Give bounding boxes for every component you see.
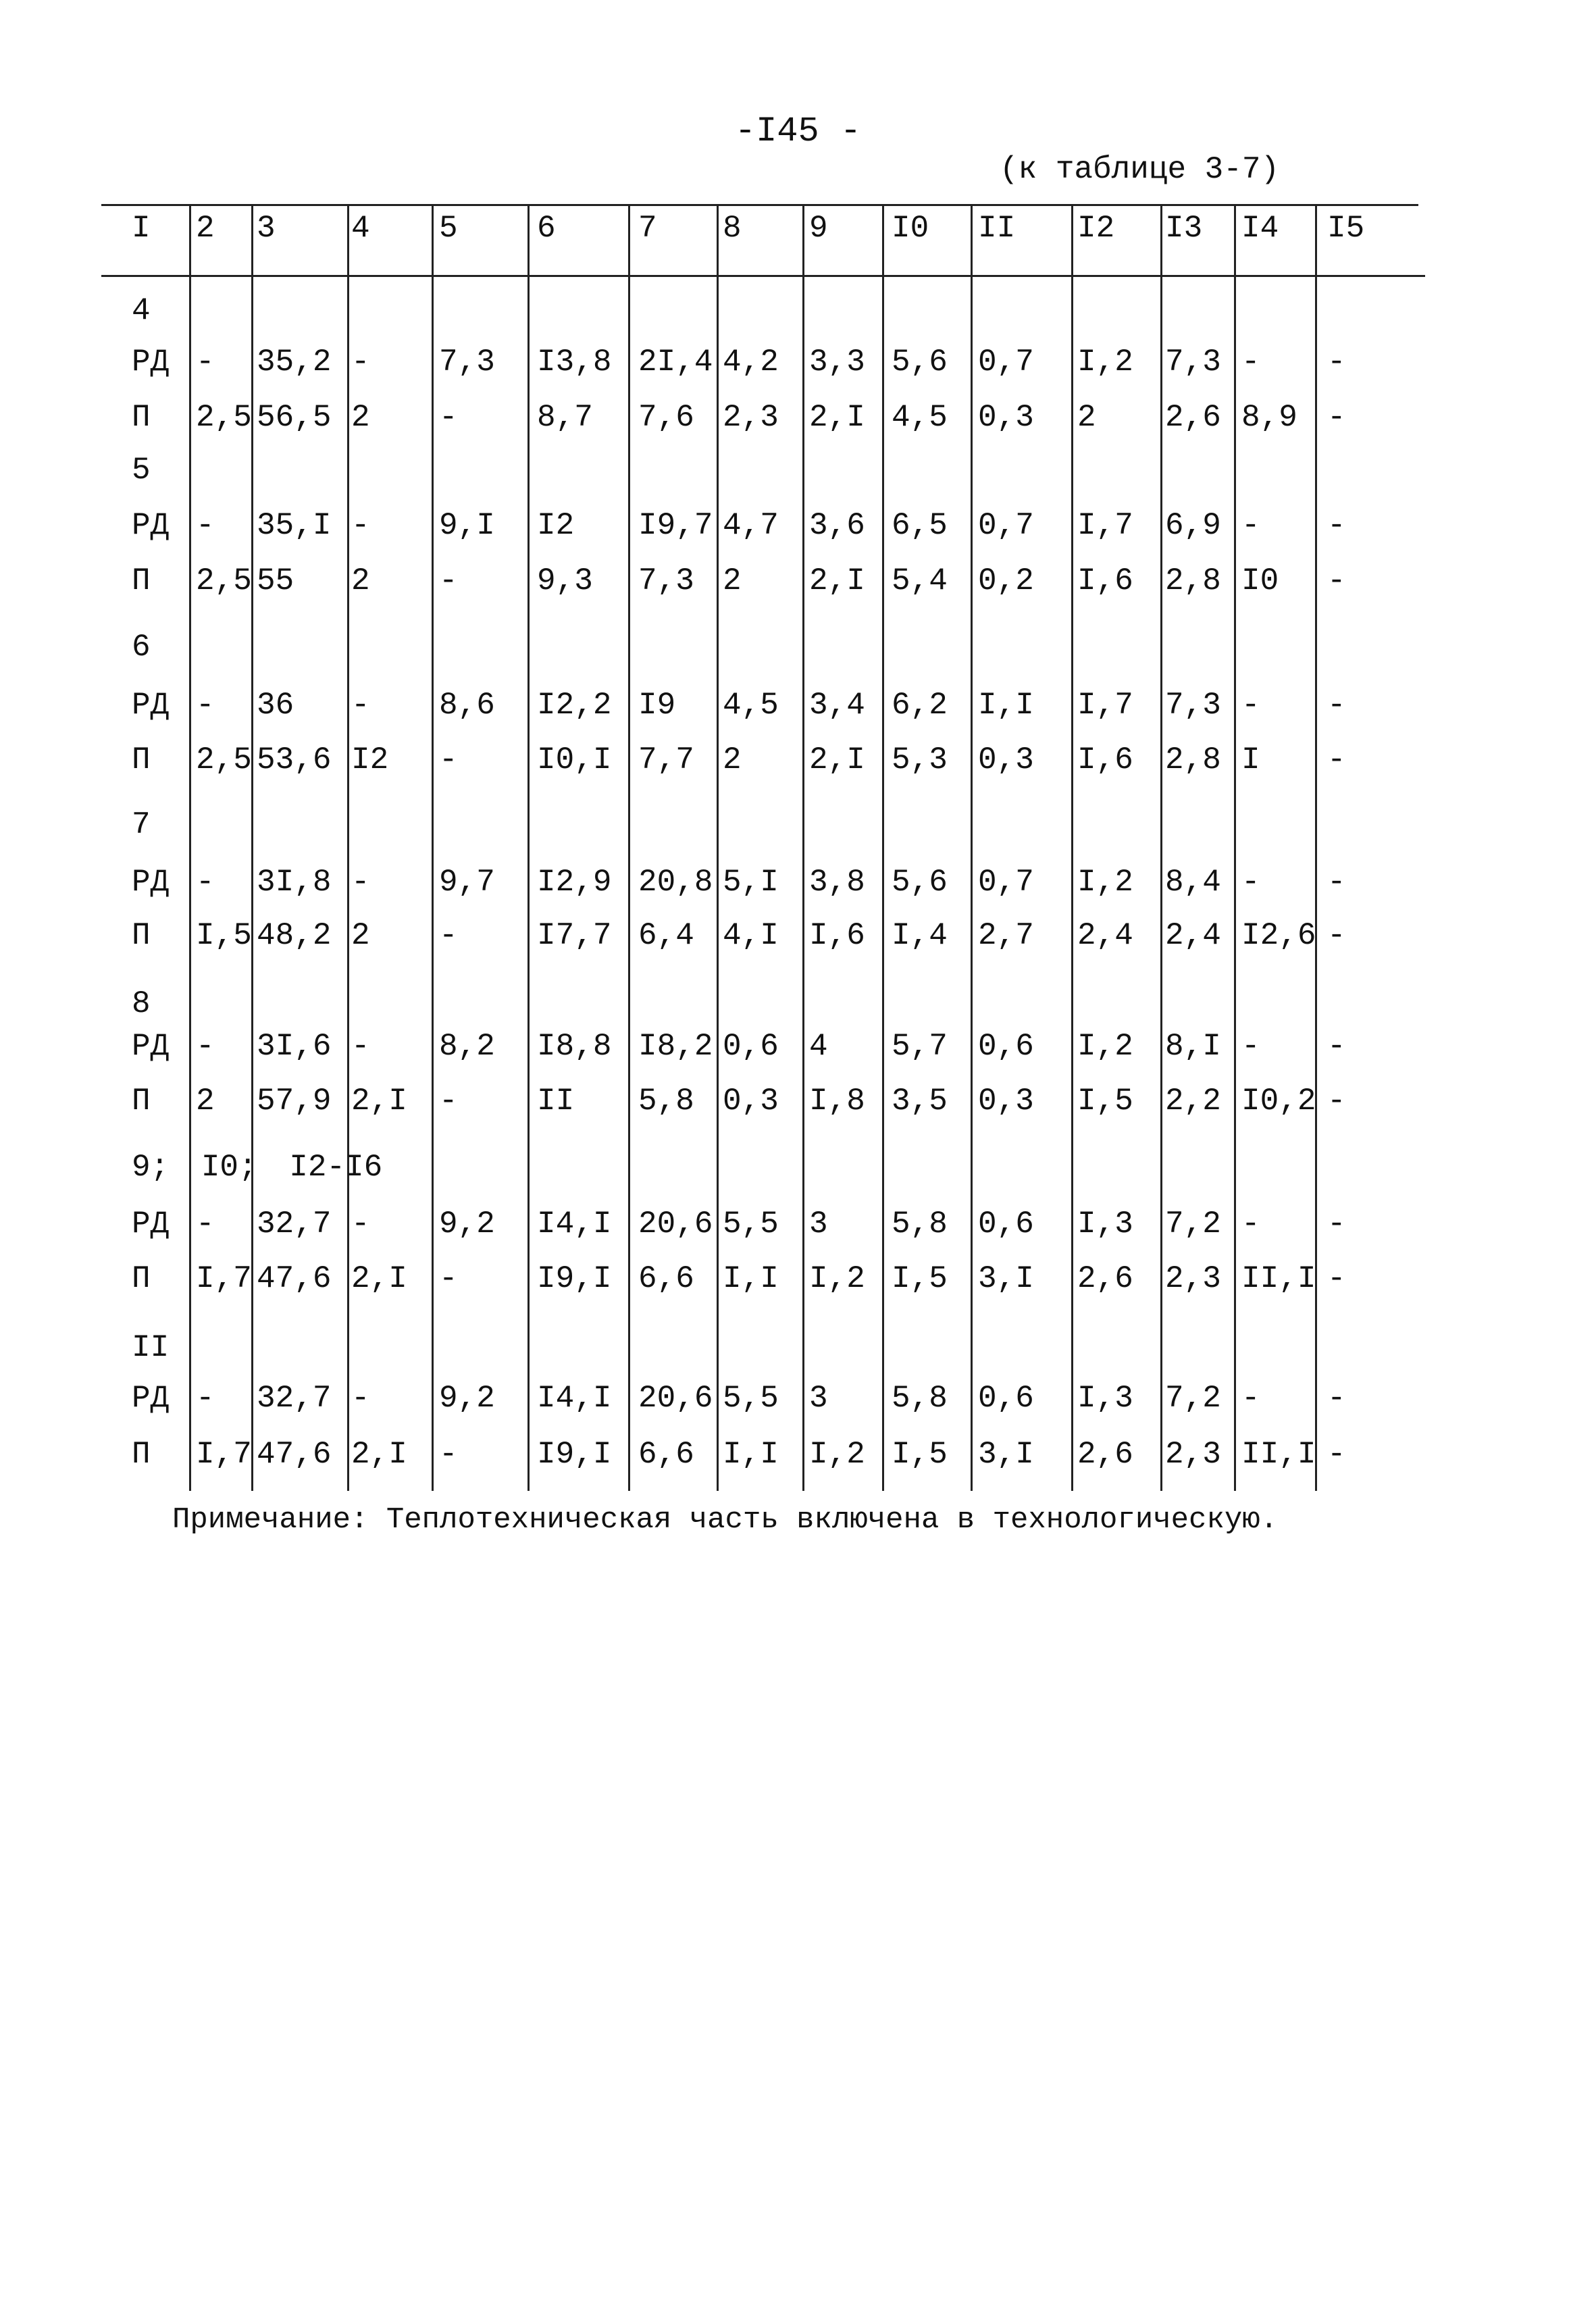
table-cell: I,I bbox=[723, 1437, 779, 1472]
table-cell: 3I,6 bbox=[257, 1029, 332, 1064]
table-cell: I9 bbox=[638, 688, 676, 723]
row-type-label: РД bbox=[132, 1206, 170, 1242]
table-cell: I4,I bbox=[537, 1206, 612, 1242]
column-divider bbox=[251, 204, 253, 1491]
table-cell: 2 bbox=[1077, 400, 1096, 435]
table-cell: - bbox=[1241, 1206, 1260, 1242]
table-cell: 2,I bbox=[809, 742, 865, 778]
table-cell: 2 bbox=[351, 563, 370, 599]
table-cell: - bbox=[351, 688, 370, 723]
table-cell: 2,I bbox=[351, 1084, 407, 1119]
table-cell: I bbox=[1241, 742, 1260, 778]
row-type-label: РД bbox=[132, 508, 170, 543]
column-divider bbox=[971, 204, 973, 1491]
row-type-label: П bbox=[132, 1437, 151, 1472]
table-cell: I2,2 bbox=[537, 688, 612, 723]
table-cell: 9,2 bbox=[439, 1381, 495, 1416]
table-cell: - bbox=[1241, 1029, 1260, 1064]
column-header: 5 bbox=[439, 211, 458, 246]
group-label: 7 bbox=[132, 807, 151, 842]
table-cell: I,4 bbox=[892, 918, 948, 953]
table-cell: I,5 bbox=[1077, 1084, 1133, 1119]
table-cell: - bbox=[1327, 865, 1346, 900]
table-cell: 6,9 bbox=[1165, 508, 1221, 543]
column-header: I3 bbox=[1165, 211, 1203, 246]
header-bottom-rule bbox=[101, 275, 1425, 277]
column-header: II bbox=[978, 211, 1016, 246]
column-header: I4 bbox=[1241, 211, 1279, 246]
table-cell: - bbox=[351, 865, 370, 900]
table-cell: 3I,8 bbox=[257, 865, 332, 900]
table-cell: 0,6 bbox=[723, 1029, 779, 1064]
row-type-label: П bbox=[132, 563, 151, 599]
table-cell: 4,2 bbox=[723, 345, 779, 380]
table-cell: I,I bbox=[723, 1261, 779, 1296]
column-header: 7 bbox=[638, 211, 657, 246]
row-type-label: РД bbox=[132, 1029, 170, 1064]
table-cell: - bbox=[1327, 1261, 1346, 1296]
table-cell: - bbox=[439, 563, 458, 599]
table-cell: 4,7 bbox=[723, 508, 779, 543]
table-cell: 2,I bbox=[351, 1437, 407, 1472]
table-cell: I,2 bbox=[809, 1437, 865, 1472]
table-cell: I,6 bbox=[1077, 563, 1133, 599]
column-header: 2 bbox=[196, 211, 215, 246]
table-cell: I7,7 bbox=[537, 918, 612, 953]
column-divider bbox=[628, 204, 630, 1491]
table-cell: 7,3 bbox=[1165, 688, 1221, 723]
table-cell: I2,6 bbox=[1241, 918, 1316, 953]
group-label: 4 bbox=[132, 293, 151, 328]
table-cell: - bbox=[439, 400, 458, 435]
table-cell: - bbox=[196, 1381, 215, 1416]
table-cell: - bbox=[1327, 742, 1346, 778]
table-cell: 55 bbox=[257, 563, 294, 599]
table-cell: 2,4 bbox=[1077, 918, 1133, 953]
column-divider bbox=[717, 204, 719, 1491]
table-cell: - bbox=[1241, 865, 1260, 900]
table-cell: 5,6 bbox=[892, 345, 948, 380]
table-cell: 4,I bbox=[723, 918, 779, 953]
table-cell: I8,2 bbox=[638, 1029, 713, 1064]
table-cell: 2,4 bbox=[1165, 918, 1221, 953]
table-cell: - bbox=[1327, 688, 1346, 723]
row-type-label: РД bbox=[132, 688, 170, 723]
table-cell: 47,6 bbox=[257, 1437, 332, 1472]
table-cell: 7,3 bbox=[439, 345, 495, 380]
table-cell: 0,6 bbox=[978, 1381, 1034, 1416]
column-header: 3 bbox=[257, 211, 276, 246]
table-cell: II,I bbox=[1241, 1261, 1316, 1296]
table-cell: 35,I bbox=[257, 508, 332, 543]
table-cell: - bbox=[439, 1261, 458, 1296]
column-header: 6 bbox=[537, 211, 556, 246]
table-cell: 47,6 bbox=[257, 1261, 332, 1296]
table-cell: 4,5 bbox=[723, 688, 779, 723]
column-divider bbox=[1160, 204, 1162, 1491]
table-cell: 8,7 bbox=[537, 400, 593, 435]
table-cell: I,8 bbox=[809, 1084, 865, 1119]
table-cell: 8,6 bbox=[439, 688, 495, 723]
table-cell: - bbox=[351, 508, 370, 543]
table-cell: - bbox=[1327, 508, 1346, 543]
table-top-rule bbox=[101, 204, 1418, 206]
table-cell: 2,6 bbox=[1077, 1261, 1133, 1296]
row-type-label: РД bbox=[132, 1381, 170, 1416]
table-cell: - bbox=[1327, 1437, 1346, 1472]
table-cell: 2,8 bbox=[1165, 742, 1221, 778]
row-type-label: П bbox=[132, 742, 151, 778]
table-cell: - bbox=[1327, 400, 1346, 435]
table-cell: I3,8 bbox=[537, 345, 612, 380]
group-label: II bbox=[132, 1330, 170, 1365]
table-cell: I,3 bbox=[1077, 1381, 1133, 1416]
table-cell: 2,3 bbox=[1165, 1437, 1221, 1472]
column-header: I0 bbox=[892, 211, 929, 246]
table-cell: II bbox=[537, 1084, 575, 1119]
table-cell: 3 bbox=[809, 1206, 828, 1242]
table-cell: I,6 bbox=[1077, 742, 1133, 778]
table-cell: - bbox=[351, 1381, 370, 1416]
table-cell: 3,4 bbox=[809, 688, 865, 723]
table-cell: 2 bbox=[196, 1084, 215, 1119]
table-cell: 0,7 bbox=[978, 345, 1034, 380]
table-cell: 0,6 bbox=[978, 1029, 1034, 1064]
group-label: 8 bbox=[132, 986, 151, 1021]
table-cell: - bbox=[196, 508, 215, 543]
table-cell: 5,3 bbox=[892, 742, 948, 778]
table-cell: I2 bbox=[351, 742, 389, 778]
row-type-label: П bbox=[132, 400, 151, 435]
table-cell: 7,2 bbox=[1165, 1381, 1221, 1416]
table-cell: 3,5 bbox=[892, 1084, 948, 1119]
table-cell: I9,7 bbox=[638, 508, 713, 543]
table-cell: 20,8 bbox=[638, 865, 713, 900]
table-cell: 5,4 bbox=[892, 563, 948, 599]
table-cell: 5,7 bbox=[892, 1029, 948, 1064]
table-cell: 2 bbox=[723, 742, 742, 778]
column-divider bbox=[189, 204, 191, 1491]
table-cell: 0,3 bbox=[978, 1084, 1034, 1119]
table-cell: - bbox=[1241, 1381, 1260, 1416]
table-cell: 9,7 bbox=[439, 865, 495, 900]
table-cell: I,2 bbox=[1077, 865, 1133, 900]
table-cell: 6,4 bbox=[638, 918, 694, 953]
table-cell: 2,2 bbox=[1165, 1084, 1221, 1119]
column-header: 8 bbox=[723, 211, 742, 246]
table-cell: 5,5 bbox=[723, 1381, 779, 1416]
table-cell: I,3 bbox=[1077, 1206, 1133, 1242]
table-cell: 57,9 bbox=[257, 1084, 332, 1119]
column-divider bbox=[802, 204, 804, 1491]
table-cell: - bbox=[351, 1206, 370, 1242]
table-cell: II,I bbox=[1241, 1437, 1316, 1472]
table-cell: - bbox=[351, 1029, 370, 1064]
table-cell: 3 bbox=[809, 1381, 828, 1416]
column-divider bbox=[1071, 204, 1073, 1491]
table-cell: I0,I bbox=[537, 742, 612, 778]
table-cell: - bbox=[1327, 1084, 1346, 1119]
table-cell: I0 bbox=[1241, 563, 1279, 599]
table-cell: 3,I bbox=[978, 1437, 1034, 1472]
table-cell: 48,2 bbox=[257, 918, 332, 953]
table-cell: 7,3 bbox=[1165, 345, 1221, 380]
table-cell: - bbox=[196, 1029, 215, 1064]
table-cell: 5,6 bbox=[892, 865, 948, 900]
table-cell: 3,3 bbox=[809, 345, 865, 380]
table-cell: 56,5 bbox=[257, 400, 332, 435]
table-cell: I,2 bbox=[809, 1261, 865, 1296]
table-cell: 2,I bbox=[351, 1261, 407, 1296]
table-cell: - bbox=[1327, 1029, 1346, 1064]
table-cell: - bbox=[196, 1206, 215, 1242]
table-cell: 35,2 bbox=[257, 345, 332, 380]
table-cell: I2,9 bbox=[537, 865, 612, 900]
group-label: 5 bbox=[132, 453, 151, 488]
column-divider bbox=[347, 204, 349, 1491]
table-cell: 9,2 bbox=[439, 1206, 495, 1242]
column-divider bbox=[882, 204, 884, 1491]
table-cell: 5,I bbox=[723, 865, 779, 900]
table-cell: 0,3 bbox=[978, 742, 1034, 778]
table-cell: 0,3 bbox=[723, 1084, 779, 1119]
table-cell: I9,I bbox=[537, 1261, 612, 1296]
table-cell: - bbox=[196, 865, 215, 900]
table-cell: 9,I bbox=[439, 508, 495, 543]
table-cell: I,7 bbox=[1077, 508, 1133, 543]
table-cell: 5,5 bbox=[723, 1206, 779, 1242]
row-type-label: РД bbox=[132, 345, 170, 380]
table-cell: I,7 bbox=[196, 1261, 252, 1296]
table-cell: - bbox=[1327, 345, 1346, 380]
table-cell: I,2 bbox=[1077, 345, 1133, 380]
table-cell: 2,6 bbox=[1077, 1437, 1133, 1472]
table-cell: - bbox=[1327, 1206, 1346, 1242]
table-cell: 0,6 bbox=[978, 1206, 1034, 1242]
row-type-label: П bbox=[132, 918, 151, 953]
table-cell: - bbox=[439, 742, 458, 778]
table-cell: 53,6 bbox=[257, 742, 332, 778]
table-cell: 6,5 bbox=[892, 508, 948, 543]
table-cell: 0,2 bbox=[978, 563, 1034, 599]
table-cell: I,I bbox=[978, 688, 1034, 723]
column-divider bbox=[527, 204, 530, 1491]
table-note: Примечание: Теплотехническая часть включена в технологическую. bbox=[172, 1503, 1279, 1537]
row-type-label: РД bbox=[132, 865, 170, 900]
table-cell: - bbox=[196, 688, 215, 723]
table-cell: I,7 bbox=[196, 1437, 252, 1472]
table-cell: - bbox=[439, 1084, 458, 1119]
table-cell: 7,3 bbox=[638, 563, 694, 599]
table-cell: 6,6 bbox=[638, 1261, 694, 1296]
table-cell: 3,6 bbox=[809, 508, 865, 543]
table-cell: - bbox=[1241, 688, 1260, 723]
table-cell: 0,7 bbox=[978, 508, 1034, 543]
table-cell: 2,I bbox=[809, 563, 865, 599]
table-cell: 36 bbox=[257, 688, 294, 723]
table-cell: I,6 bbox=[809, 918, 865, 953]
table-cell: 2 bbox=[723, 563, 742, 599]
column-header: 9 bbox=[809, 211, 828, 246]
table-cell: I,5 bbox=[892, 1261, 948, 1296]
table-cell: 20,6 bbox=[638, 1206, 713, 1242]
table-cell: - bbox=[1327, 1381, 1346, 1416]
table-cell: - bbox=[1241, 345, 1260, 380]
table-cell: 8,2 bbox=[439, 1029, 495, 1064]
table-cell: 2,8 bbox=[1165, 563, 1221, 599]
table-cell: 2,3 bbox=[1165, 1261, 1221, 1296]
column-divider bbox=[1315, 204, 1317, 1491]
table-cell: I,5 bbox=[196, 918, 252, 953]
table-cell: 7,6 bbox=[638, 400, 694, 435]
table-cell: 2 bbox=[351, 918, 370, 953]
table-cell: 0,7 bbox=[978, 865, 1034, 900]
row-type-label: П bbox=[132, 1084, 151, 1119]
table-cell: I8,8 bbox=[537, 1029, 612, 1064]
table-cell: 2,5 bbox=[196, 563, 252, 599]
table-cell: 2,I bbox=[809, 400, 865, 435]
table-cell: 5,8 bbox=[892, 1381, 948, 1416]
table-cell: - bbox=[439, 1437, 458, 1472]
table-reference: (к таблице 3-7) bbox=[1000, 152, 1280, 187]
column-divider bbox=[432, 204, 434, 1491]
table-cell: 2,5 bbox=[196, 742, 252, 778]
table-cell: I4,I bbox=[537, 1381, 612, 1416]
table-cell: 5,8 bbox=[638, 1084, 694, 1119]
table-cell: 5,8 bbox=[892, 1206, 948, 1242]
table-cell: 2 bbox=[351, 400, 370, 435]
column-header: I5 bbox=[1327, 211, 1365, 246]
group-label: 9; I0; I2-I6 bbox=[132, 1150, 383, 1185]
table-cell: 2I,4 bbox=[638, 345, 713, 380]
table-cell: 4,5 bbox=[892, 400, 948, 435]
table-cell: 8,4 bbox=[1165, 865, 1221, 900]
column-header: I bbox=[132, 211, 151, 246]
table-cell: - bbox=[351, 345, 370, 380]
table-cell: 2,3 bbox=[723, 400, 779, 435]
table-cell: I,2 bbox=[1077, 1029, 1133, 1064]
table-cell: 8,I bbox=[1165, 1029, 1221, 1064]
table-cell: I0,2 bbox=[1241, 1084, 1316, 1119]
table-cell: - bbox=[1241, 508, 1260, 543]
table-cell: 32,7 bbox=[257, 1206, 332, 1242]
table-cell: 7,7 bbox=[638, 742, 694, 778]
table-cell: - bbox=[1327, 918, 1346, 953]
table-cell: 8,9 bbox=[1241, 400, 1297, 435]
table-cell: I9,I bbox=[537, 1437, 612, 1472]
table-cell: - bbox=[196, 345, 215, 380]
page-number: -I45 - bbox=[734, 111, 862, 151]
table-cell: 0,3 bbox=[978, 400, 1034, 435]
column-header: 4 bbox=[351, 211, 370, 246]
table-cell: 4 bbox=[809, 1029, 828, 1064]
table-cell: - bbox=[439, 918, 458, 953]
table-cell: 32,7 bbox=[257, 1381, 332, 1416]
table-cell: - bbox=[1327, 563, 1346, 599]
table-cell: I2 bbox=[537, 508, 575, 543]
table-cell: 2,5 bbox=[196, 400, 252, 435]
table-cell: 3,8 bbox=[809, 865, 865, 900]
table-cell: 6,6 bbox=[638, 1437, 694, 1472]
table-cell: I,5 bbox=[892, 1437, 948, 1472]
column-divider bbox=[1234, 204, 1236, 1491]
table-cell: 9,3 bbox=[537, 563, 593, 599]
table-cell: 7,2 bbox=[1165, 1206, 1221, 1242]
table-cell: 20,6 bbox=[638, 1381, 713, 1416]
table-cell: 2,6 bbox=[1165, 400, 1221, 435]
table-cell: 3,I bbox=[978, 1261, 1034, 1296]
table-cell: 2,7 bbox=[978, 918, 1034, 953]
group-label: 6 bbox=[132, 630, 151, 665]
table-cell: I,7 bbox=[1077, 688, 1133, 723]
column-header: I2 bbox=[1077, 211, 1115, 246]
table-cell: 6,2 bbox=[892, 688, 948, 723]
row-type-label: П bbox=[132, 1261, 151, 1296]
